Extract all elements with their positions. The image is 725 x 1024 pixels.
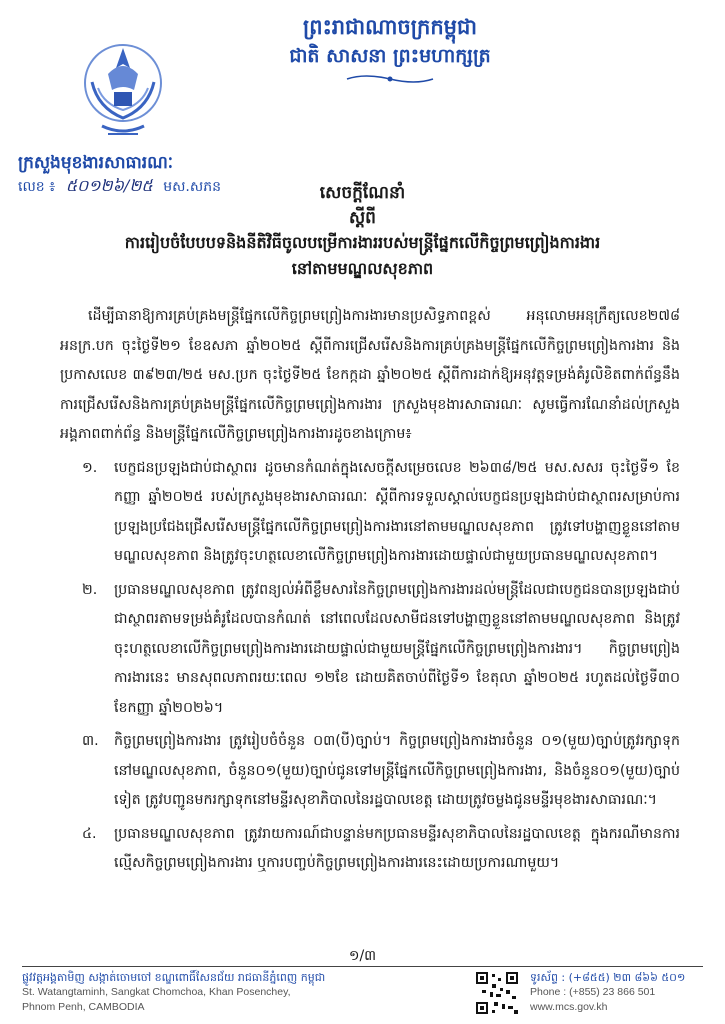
doc-title: សេចក្តីណែនាំ xyxy=(319,183,406,203)
instruction-list xyxy=(60,454,680,879)
phone-khmer: ទូរស័ព្ទ : (+៨៥៥) ២៣ ៨៦៦ ៥០១ xyxy=(530,971,686,984)
footer-address xyxy=(22,970,325,1015)
ref-suffix: មស.សភន xyxy=(163,179,221,195)
item-text: ប្រធានមណ្ឌលសុខភាព ត្រូវពន្យល់អំពីខ្លឹមសារនៃកិច្ចព្រមព្រៀងការងារដល់មន្ត្រីដែលជាបេក្ខជនបានប្រឡងជាប់ជាស្ថាពរតាមទម្រង់គំរូដែលបានកំណត់ នៅពេលដែលសាមីជនទៅបង្ហាញខ្លួននៅតាមមណ្ឌលសុខភាព និងត្រូវចុះហត្ថលេខាលើកិច្ចព្រមព្រៀងការងារដោយផ្ទាល់ជាមួយមន្ត្រីផ្នែកលើកិច្ចព្រមព្រៀងការងារ។ កិច្ចព្រមព្រៀងការងារនេះ មានសុពលភាពរយៈពេល ១២ខែ ដោយគិតចាប់ពីថ្ងៃទី១ ខែតុលា ឆ្នាំ២០២៥ រហូតដល់ថ្ងៃទី៣០ ខែកញ្ញា ឆ្នាំ២០២៦។ xyxy=(114,581,680,716)
address-english-line-2: Phnom Penh, CAMBODIA xyxy=(22,1001,145,1013)
item-number: ៤. xyxy=(82,825,97,842)
item-number: ៣. xyxy=(82,733,99,749)
website-link[interactable]: www.mcs.gov.kh xyxy=(530,1001,608,1013)
intro-paragraph: ដើម្បីធានាឱ្យការគ្រប់គ្រងមន្ត្រីផ្នែកលើកិច្ចព្រមព្រៀងការងារមានប្រសិទ្ធភាពខ្ពស់ អនុលោមអនុក្រឹត្យលេខ២៧៨ អនក្រ.បក ចុះថ្ងៃទី២១ ខែឧសភា ឆ្នាំ២០២៥ ស្តីពីការជ្រើសរើសនិងការគ្រប់គ្រងមន្ត្រីផ្នែកលើកិច្ចព្រមព្រៀងការងារ និងប្រកាសលេខ ៣៩២៣/២៥ មស.ប្រក ចុះថ្ងៃទី២៥ ខែកក្កដា ឆ្នាំ២០២៥ ស្តីពីការដាក់ឱ្យអនុវត្តទម្រង់គំរូលិខិតពាក់ព័ន្ធនឹងការជ្រើសរើសនិងការគ្រប់គ្រងមន្ត្រីផ្នែកលើកិច្ចព្រមព្រៀងការងារ ក្រសួងមុខងារសាធារណៈ សូមធ្វើការណែនាំដល់ក្រសួង អង្គភាពពាក់ព័ន្ធ និងមន្ត្រីផ្នែកលើកិច្ចព្រមព្រៀងការងារដូចខាងក្រោម៖ xyxy=(60,308,680,442)
item-number: ២. xyxy=(82,581,98,598)
ornament-divider-icon xyxy=(345,72,435,86)
item-text: បេក្ខជនប្រឡងជាប់ជាស្ថាពរ ដូចមានកំណត់ក្នុងសេចក្តីសម្រេចលេខ ២៦៣៨/២៥ មស.សសរ ចុះថ្ងៃទី១ ខែកញ្ញា ឆ្នាំ២០២៥ របស់ក្រសួងមុខងារសាធារណៈ ស្តីពីការទទួលស្គាល់បេក្ខជនប្រឡងជាប់ជាស្ថាពរសម្រាប់ការប្រឡងប្រជែងជ្រើសរើសមន្ត្រីផ្នែកលើកិច្ចព្រមព្រៀងការងារនៅតាមមណ្ឌលសុខភាព ត្រូវទៅបង្ហាញខ្លួននៅតាមមណ្ឌលសុខភាព និងត្រូវចុះហត្ថលេខាលើកិច្ចព្រមព្រៀងការងារដោយផ្ទាល់ជាមួយប្រធានមណ្ឌលសុខភាព។ xyxy=(114,459,680,564)
kingdom-line-1: ព្រះរាជាណាចក្រកម្ពុជា xyxy=(302,15,477,39)
ministry-emblem-icon xyxy=(78,38,168,148)
item-text: កិច្ចព្រមព្រៀងការងារ ត្រូវរៀបចំចំនួន ០៣(បី)ច្បាប់។ កិច្ចព្រមព្រៀងការងារចំនួន ០១(មួយ)ច្បាប់ត្រូវរក្សាទុកនៅមណ្ឌលសុខភាព, ចំនួន០១(មួយ)ច្បាប់ជូនទៅមន្ត្រីផ្នែកលើកិច្ចព្រមព្រៀងការងារ, និងចំនួន០១(មួយ)ច្បាប់ទៀត ត្រូវបញ្ជូនមករក្សាទុកនៅមន្ទីរសុខាភិបាលនៃរដ្ឋបាលខេត្ត ដោយត្រូវចម្លងជូនមន្ទីរមុខងារសាធារណៈ។ xyxy=(114,733,680,808)
ref-number-handwritten: ៥០១២៦/២៥ xyxy=(65,176,153,195)
item-number: ១. xyxy=(82,459,98,476)
doc-subject-line-2: នៅតាមមណ្ឌលសុខភាព xyxy=(291,259,434,278)
footer-contact xyxy=(530,970,685,1015)
document-body xyxy=(60,302,680,883)
list-item xyxy=(60,576,680,724)
page-number: ១/៣ xyxy=(348,948,377,964)
address-english-line-1: St. Watangtaminh, Sangkat Chomchoa, Khan Posenchey, xyxy=(22,986,291,998)
document-title-block xyxy=(30,180,695,282)
address-khmer: ផ្លូវវត្តអង្គតាមិញ សង្កាត់ចោមចៅ ខណ្ឌពោធិ៍សែនជ័យ រាជធានីភ្នំពេញ កម្ពុជា xyxy=(22,971,326,984)
list-item xyxy=(60,727,680,816)
doc-subject-line-1: ការរៀបចំបែបបទនិងនីតិវិធីចូលបម្រើការងាររបស់មន្ត្រីផ្នែកលើកិច្ចព្រមព្រៀងការងារ xyxy=(124,233,601,252)
kingdom-header xyxy=(270,12,510,86)
ref-prefix: លេខ ៖ xyxy=(18,179,56,195)
footer-divider xyxy=(22,966,703,967)
list-item xyxy=(60,454,680,572)
ministry-name: ក្រសួងមុខងារសាធារណៈ xyxy=(18,153,174,173)
item-text: ប្រធានមណ្ឌលសុខភាព ត្រូវរាយការណ៍ជាបន្ទាន់មកប្រធានមន្ទីរសុខាភិបាលនៃរដ្ឋបាលខេត្ត ក្នុងករណីមានការល្មើសកិច្ចព្រមព្រៀងការងារ ឬការបញ្ចប់កិច្ចព្រមព្រៀងការងារនេះដោយប្រការណាមួយ។ xyxy=(114,825,680,871)
kingdom-line-2: ជាតិ សាសនា ព្រះមហាក្សត្រ xyxy=(289,45,491,67)
qr-code-icon[interactable] xyxy=(474,970,520,1016)
phone-english: Phone : (+855) 23 866 501 xyxy=(530,986,656,998)
doc-subject-label: ស្តីពី xyxy=(349,208,376,228)
list-item xyxy=(60,820,680,879)
